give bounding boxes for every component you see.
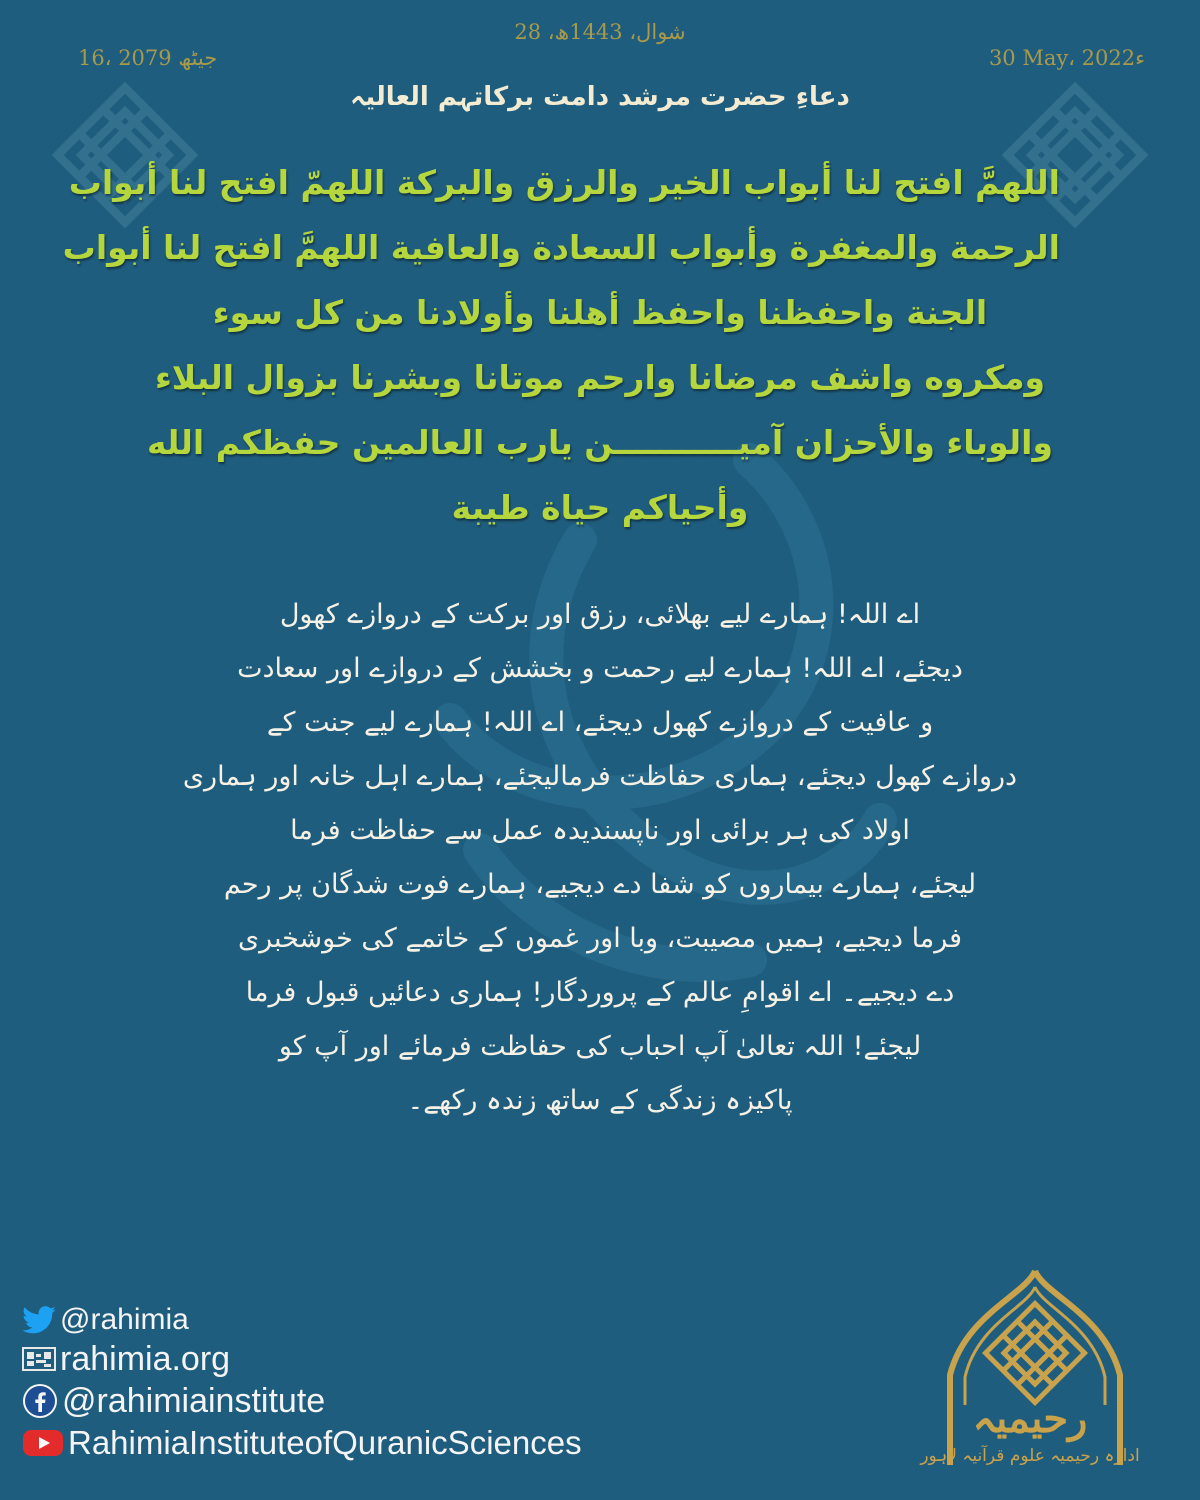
logo-subtitle: ادارہ رحیمیہ علوم قرآنیہ لاہور — [920, 1446, 1140, 1466]
youtube-icon — [22, 1428, 64, 1458]
hijri-date: 28 ،شوال، 1443ھ — [514, 20, 686, 44]
arabic-dua — [62, 150, 1060, 540]
social-links — [22, 1305, 582, 1466]
facebook-link[interactable] — [22, 1383, 582, 1419]
urdu-line: اولاد کی ہر برائی اور ناپسندیدہ عمل سے حفاظت فرما — [290, 815, 910, 846]
twitter-bird-icon — [22, 1306, 56, 1334]
arabic-line: اللهمَّ افتح لنا أبواب الخير والرزق والبركة اللهمّ افتح لنا أبواب — [68, 163, 1060, 202]
urdu-line: و عافیت کے دروازے کھول دیجئے، اے اللہ! ہمارے لیے جنت کے — [266, 707, 934, 738]
page-title: دعاءِ حضرت مرشد دامت برکاتہم العالیہ — [350, 82, 850, 112]
urdu-line: اے اللہ! ہمارے لیے بھلائی، رزق اور برکت کے دروازے کھول — [279, 599, 921, 630]
facebook-icon — [22, 1383, 58, 1419]
arabic-line: الرحمة والمغفرة وأبواب السعادة والعافية اللهمَّ افتح لنا أبواب — [62, 228, 1060, 267]
arabic-line: الجنة واحفظنا واحفظ أهلنا وأولادنا من كل سوء — [212, 293, 988, 332]
logo-wordmark: رحیمیہ — [972, 1395, 1088, 1442]
urdu-line: فرما دیجیے، ہمیں مصیبت، وبا اور غموں کے خاتمے کی خوشخبری — [237, 923, 963, 954]
urdu-line: دے دیجیے۔ اے اقوامِ عالم کے پروردگار! ہماری دعائیں قبول فرما — [245, 977, 955, 1008]
twitter-link[interactable] — [22, 1305, 582, 1335]
arabic-line: والوباء والأحزان آمیـــــــــــن يارب العالمين حفظكم الله — [147, 423, 1053, 462]
urdu-line: لیجئے، ہمارے بیماروں کو شفا دے دیجیے، ہمارے فوت شدگان پر رحم — [223, 869, 977, 900]
website-link[interactable] — [22, 1342, 582, 1376]
website-url: rahimia.org — [60, 1340, 231, 1378]
arabic-line: وأحياكم حياة طيبة — [451, 488, 749, 527]
facebook-handle: @rahimiainstitute — [62, 1382, 326, 1420]
youtube-channel: RahimiaInstituteofQuranicSciences — [68, 1424, 582, 1461]
urdu-line: لیجئے! اللہ تعالیٰ آپ احباب کی حفاظت فرمائے اور آپ کو — [278, 1031, 922, 1062]
twitter-handle: @rahimia — [60, 1303, 189, 1336]
urdu-line: دیجئے، اے اللہ! ہمارے لیے رحمت و بخشش کے دروازے اور سعادت — [237, 653, 963, 684]
arabic-line: ومكروه واشف مرضانا وارحم موتانا وبشرنا بزوال البلاء — [154, 358, 1046, 397]
urdu-line: پاکیزہ زندگی کے ساتھ زندہ رکھے۔ — [407, 1085, 793, 1116]
urdu-line: دروازے کھول دیجئے، ہماری حفاظت فرمالیجئے، ہمارے اہل خانہ اور ہماری — [182, 761, 1018, 792]
youtube-link[interactable] — [22, 1426, 582, 1459]
urdu-translation — [150, 588, 1050, 1128]
qr-code-icon — [22, 1346, 56, 1372]
gregorian-date: 30 May، 2022ء — [988, 46, 1145, 70]
bikrami-date: 16، جیٹھ 2079 — [78, 46, 218, 70]
